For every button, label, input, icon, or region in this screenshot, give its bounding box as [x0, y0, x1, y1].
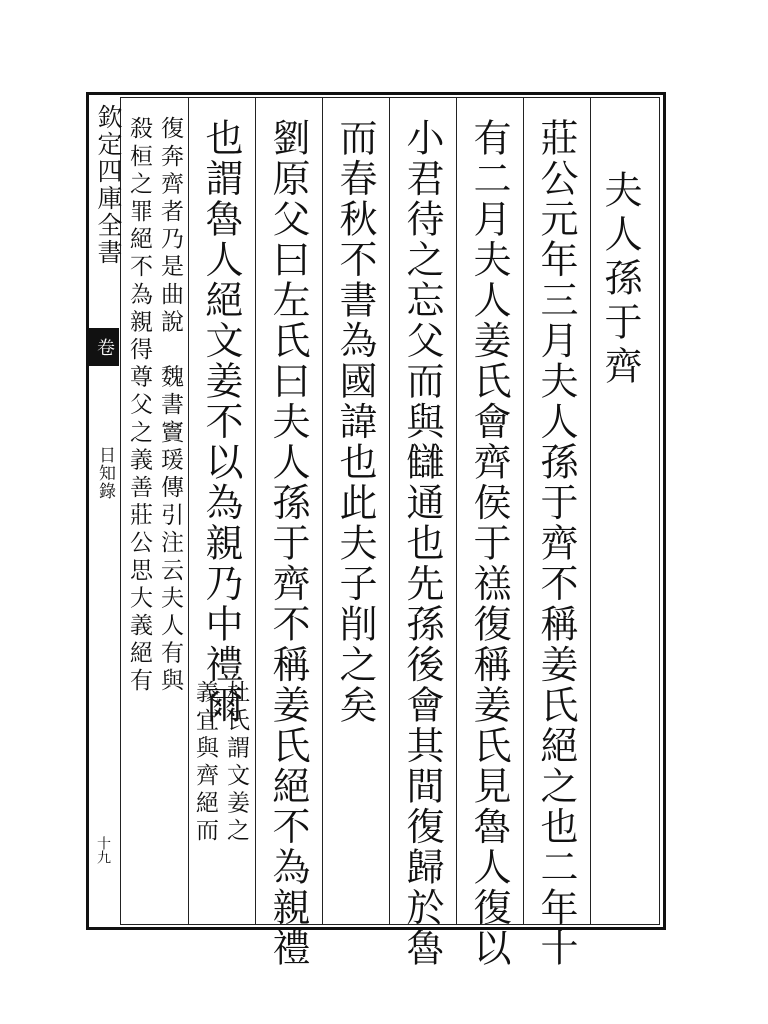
annotation-left: 義宜與齊絕而 — [192, 680, 218, 846]
juan-mark: 卷 — [89, 328, 119, 366]
text-column-1: 莊公元年三月夫人孫于齊不稱姜氏絕之也二年十 — [534, 118, 578, 969]
section-heading: 夫人孫于齊 — [598, 170, 642, 390]
column-rule — [590, 97, 591, 925]
column-rule — [456, 97, 457, 925]
text-column-3: 小君待之忘父而與讎通也先孫後會其間復歸於魯 — [400, 118, 444, 969]
text-column-5: 劉原父曰左氏曰夫人孫于齊不稱姜氏絕不為親禮 — [266, 118, 310, 969]
text-column-2: 有二月夫人姜氏會齊侯于禚復稱姜氏見魯人復以 — [467, 118, 511, 969]
annotation-column-left: 殺桓之罪絕不為親得尊父之義善莊公思大義絕有 — [126, 116, 152, 696]
column-rule — [188, 97, 189, 925]
book-title: 日知錄 — [95, 446, 115, 500]
column-rule — [322, 97, 323, 925]
annotation-column-right: 復奔齊者乃是曲說 魏書竇瑗傳引注云夫人有與 — [157, 116, 183, 696]
column-rule — [523, 97, 524, 925]
collection-title: 欽定四庫全書 — [94, 104, 123, 266]
annotation-right: 杜氏謂文姜之 — [223, 680, 249, 846]
column-rule — [389, 97, 390, 925]
page-number: 十九 — [95, 836, 111, 864]
column-rule — [255, 97, 256, 925]
text-column-6: 也謂魯人絕文姜不以為親乃中禮爾 — [199, 118, 243, 726]
text-column-4: 而春秋不書為國諱也此夫子削之矣 — [333, 118, 377, 726]
